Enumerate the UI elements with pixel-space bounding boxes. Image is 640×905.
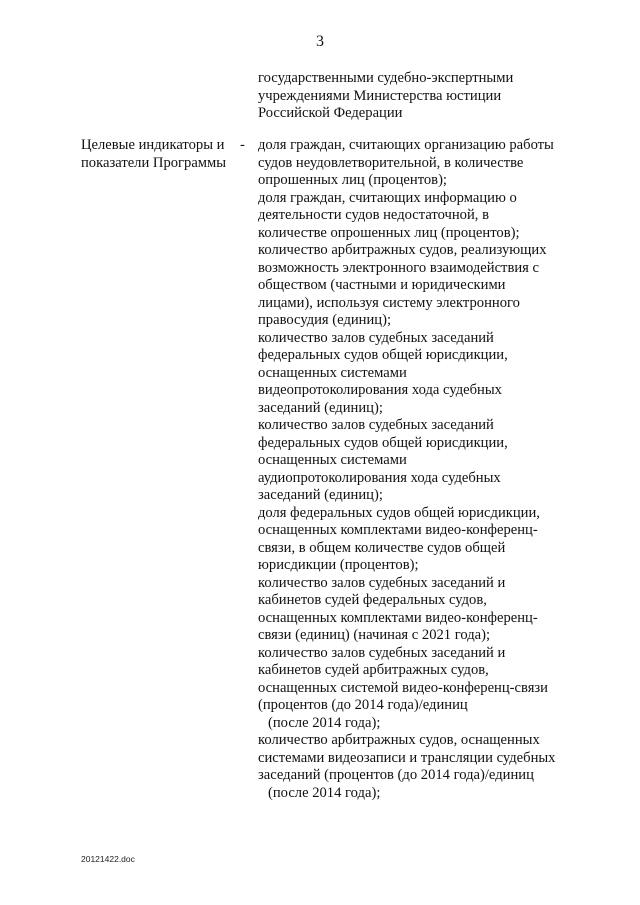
indicator-line: системами видеозаписи и трансляции судебных — [258, 749, 556, 766]
indicator-line: деятельности судов недостаточной, в — [258, 207, 489, 223]
intro-line: учреждениями Министерства юстиции — [258, 87, 502, 104]
indicator-line: обществом (частными и юридическими — [258, 277, 506, 293]
indicator-line: связи (единиц) (начиная с 2021 года); — [258, 627, 491, 643]
indicator-line: доля федеральных судов общей юрисдикции, — [258, 504, 540, 521]
indicator-line: федеральных судов общей юрисдикции, — [258, 434, 508, 451]
intro-continuation — [258, 70, 598, 123]
indicator-line: лицами), используя систему электронного — [258, 294, 520, 311]
indicators-list — [258, 137, 598, 802]
indicator-line: количество залов судебных заседаний и — [258, 644, 506, 661]
indicator-line: заседаний (процентов (до 2014 года)/единиц — [258, 767, 534, 783]
intro-line: государственными судебно-экспертными — [258, 70, 514, 86]
indicator-line: количество арбитражных судов, оснащенных — [258, 732, 540, 748]
indicator-line: количество залов судебных заседаний — [258, 329, 494, 346]
indicator-line: (после 2014 года); — [268, 714, 381, 731]
indicator-line: оснащенных системами — [258, 364, 407, 381]
indicator-line: количество арбитражных судов, реализующих — [258, 242, 547, 258]
indicator-line: связи, в общем количестве судов общей — [258, 539, 506, 556]
indicator-line: оснащенных комплектами видео-конференц- — [258, 609, 538, 626]
indicator-line: (после 2014 года); — [268, 784, 381, 801]
indicator-line: доля граждан, считающих информацию о — [258, 189, 517, 206]
indicator-line: кабинетов судей арбитражных судов, — [258, 662, 489, 678]
section-label-line: показатели Программы — [81, 154, 227, 171]
indicator-line: оснащенных системами — [258, 452, 407, 468]
label-dash: - — [240, 137, 245, 153]
indicator-line: аудиопротоколирования хода судебных — [258, 469, 501, 486]
indicator-line: возможность электронного взаимодействия с — [258, 259, 539, 276]
indicator-line: заседаний (единиц); — [258, 487, 383, 503]
footer-filename: 20121422.doc — [81, 854, 135, 864]
indicator-line: кабинетов судей федеральных судов, — [258, 592, 487, 608]
indicator-line: федеральных судов общей юрисдикции, — [258, 347, 508, 363]
section-label — [81, 137, 256, 172]
indicator-line: видеопротоколирования хода судебных — [258, 382, 502, 398]
indicator-line: количество залов судебных заседаний и — [258, 574, 506, 591]
indicator-line: оснащенных комплектами видео-конференц- — [258, 522, 538, 538]
indicator-line: количестве опрошенных лиц (процентов); — [258, 224, 520, 241]
indicator-line: (процентов (до 2014 года)/единиц — [258, 697, 468, 713]
indicator-line: оснащенных системой видео-конференц-связи — [258, 679, 548, 696]
section-label-line: Целевые индикаторы и — [81, 137, 225, 153]
indicator-line: опрошенных лиц (процентов); — [258, 172, 447, 188]
indicator-line: количество залов судебных заседаний — [258, 417, 494, 433]
indicator-line: юрисдикции (процентов); — [258, 557, 419, 573]
indicator-line: заседаний (единиц); — [258, 399, 383, 416]
intro-line: Российской Федерации — [258, 105, 403, 121]
page-number: 3 — [316, 33, 324, 50]
indicator-line: доля граждан, считающих организацию работы — [258, 137, 554, 153]
indicator-line: судов неудовлетворительной, в количестве — [258, 154, 524, 171]
indicator-line: правосудия (единиц); — [258, 312, 392, 328]
